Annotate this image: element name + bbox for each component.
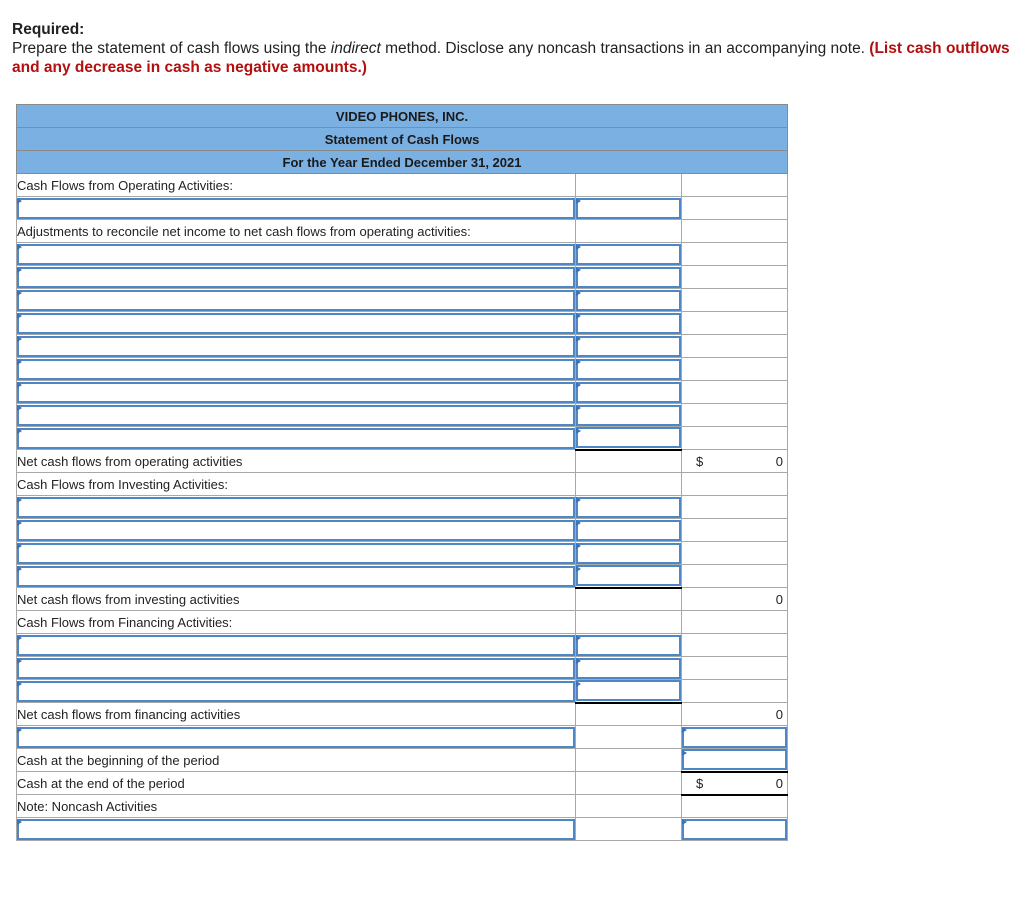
currency-symbol: $ [696,775,704,791]
adjustment-label-input[interactable] [17,313,575,334]
financing-label-input[interactable] [17,635,575,656]
statement-title: Statement of Cash Flows [17,128,788,151]
adjustment-label-input[interactable] [17,359,575,380]
net-operating-label: Net cash flows from operating activities [17,450,576,473]
adjustment-label-input[interactable] [17,267,575,288]
negative-amounts-note: (List cash outflows and any decrease in cash as negative amounts.) [12,40,1010,76]
cash-beginning-amount-input[interactable] [682,749,787,770]
net-change-label-input[interactable] [17,727,575,748]
operating-header: Cash Flows from Operating Activities: [17,174,576,197]
adjustment-amount-input[interactable] [576,290,681,311]
financing-header: Cash Flows from Financing Activities: [17,611,576,634]
net-income-amount-input[interactable] [576,198,681,219]
instructions-prefix: Prepare the statement of cash flows using the [12,40,331,57]
adjustment-label-input[interactable] [17,382,575,403]
instructions-text [12,39,1017,77]
investing-amount-input[interactable] [576,543,681,564]
net-change-amount-input[interactable] [682,727,787,748]
adjustments-label: Adjustments to reconcile net income to net cash flows from operating activities: [17,220,576,243]
required-label: Required: [12,21,85,38]
adjustment-amount-input[interactable] [576,336,681,357]
financing-amount-input[interactable] [576,658,681,679]
cash-beginning-label: Cash at the beginning of the period [17,749,576,772]
net-operating-value: 0 [775,453,784,469]
investing-label-input[interactable] [17,543,575,564]
adjustment-amount-input[interactable] [576,382,681,403]
adjustment-label-input[interactable] [17,405,575,426]
investing-amount-input[interactable] [576,565,681,586]
investing-header: Cash Flows from Investing Activities: [17,473,576,496]
investing-label-input[interactable] [17,497,575,518]
adjustment-amount-input[interactable] [576,427,681,448]
noncash-label-input[interactable] [17,819,575,840]
investing-amount-input[interactable] [576,520,681,541]
instructions [12,20,1017,77]
financing-label-input[interactable] [17,681,575,702]
noncash-amount-input[interactable] [682,819,787,840]
cash-end-label: Cash at the end of the period [17,772,576,795]
adjustment-amount-input[interactable] [576,359,681,380]
company-name: VIDEO PHONES, INC. [17,105,788,128]
instructions-suffix: method. Disclose any noncash transactions in an accompanying note. [380,40,870,57]
cash-end-value: 0 [775,775,784,791]
adjustment-label-input[interactable] [17,244,575,265]
adjustment-amount-input[interactable] [576,244,681,265]
adjustment-amount-input[interactable] [576,267,681,288]
cash-flow-statement [16,104,788,841]
net-investing-label: Net cash flows from investing activities [17,588,576,611]
financing-amount-input[interactable] [576,680,681,701]
adjustment-label-input[interactable] [17,428,575,449]
currency-symbol: $ [696,453,704,469]
net-financing-label: Net cash flows from financing activities [17,703,576,726]
net-investing-value: 0 [775,591,784,607]
adjustment-amount-input[interactable] [576,405,681,426]
net-financing-value: 0 [775,706,784,722]
adjustment-label-input[interactable] [17,290,575,311]
method-word: indirect [330,40,381,57]
adjustment-label-input[interactable] [17,336,575,357]
adjustment-amount-input[interactable] [576,313,681,334]
statement-period: For the Year Ended December 31, 2021 [17,151,788,174]
investing-label-input[interactable] [17,566,575,587]
noncash-note-label: Note: Noncash Activities [17,795,576,818]
net-income-label-input[interactable] [17,198,575,219]
financing-label-input[interactable] [17,658,575,679]
investing-label-input[interactable] [17,520,575,541]
investing-amount-input[interactable] [576,497,681,518]
financing-amount-input[interactable] [576,635,681,656]
